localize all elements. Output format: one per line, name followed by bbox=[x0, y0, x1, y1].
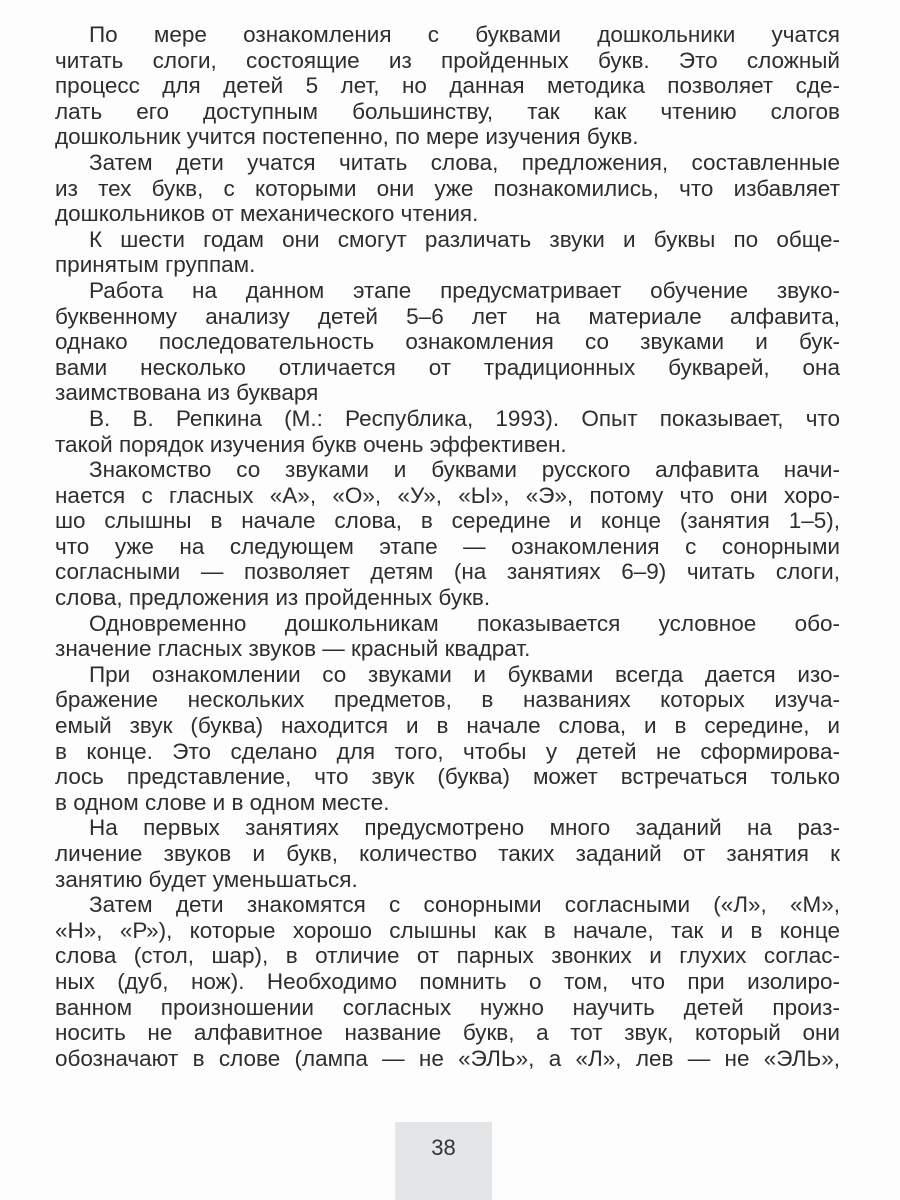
paragraph bbox=[55, 150, 840, 227]
text-line: слова (стол, шар), в отличие от парных звонких и глухих соглас- bbox=[55, 943, 840, 969]
text-line: личение звуков и букв, количество таких заданий от занятия к bbox=[55, 841, 840, 866]
text-line: Затем дети знакомятся с сонорными согласными («Л», «М», bbox=[89, 892, 840, 918]
text-line: занятию будет уменьшаться. bbox=[55, 866, 358, 892]
text-line: шо слышны в начале слова, в середине и конце (занятия 1–5), bbox=[55, 508, 840, 534]
text-line: читать слоги, состоящие из пройденных букв. Это сложный bbox=[55, 47, 840, 73]
text-line: обозначают в слове (лампа — не «ЭЛЬ», а «Л», лев — не «ЭЛЬ», bbox=[55, 1045, 840, 1071]
text-line: вами несколько отличается от традиционных букварей, она bbox=[55, 354, 840, 380]
text-line: «Н», «Р»), которые хорошо слышны как в начале, так и в конце bbox=[55, 917, 840, 943]
paragraph bbox=[55, 406, 840, 457]
text-line: Работа на данном этапе предусматривает обучение звуко- bbox=[89, 277, 840, 303]
text-line: бражение нескольких предметов, в названиях которых изуча- bbox=[55, 687, 840, 713]
text-line: однако последовательность ознакомления со звуками и бук- bbox=[55, 329, 840, 355]
text-line: носить не алфавитное название букв, а тот звук, который они bbox=[55, 1020, 840, 1046]
text-line: слова, предложения из пройденных букв. bbox=[55, 585, 491, 611]
text-line: буквенному анализу детей 5–6 лет на материале алфавита, bbox=[55, 303, 840, 329]
paragraph bbox=[55, 815, 840, 892]
body-text bbox=[55, 22, 840, 1071]
text-line: На первых занятиях предусмотрено много заданий на раз- bbox=[89, 815, 840, 841]
text-line: В. В. Репкина (М.: Республика, 1993). Опыт показывает, что bbox=[89, 405, 840, 431]
text-line: лать его доступным большинству, так как чтению слогов bbox=[55, 98, 840, 124]
paragraph bbox=[55, 278, 840, 406]
text-line: емый звук (буква) находится и в начале слова, и в середине, и bbox=[55, 713, 840, 739]
paragraph bbox=[55, 892, 840, 1071]
paragraph bbox=[55, 22, 840, 150]
text-line: ванном произношении согласных нужно научить детей произ- bbox=[55, 994, 840, 1020]
text-line: согласными — позволяет детям (на занятиях 6–9) читать слоги, bbox=[55, 559, 840, 585]
text-line: процесс для детей 5 лет, но данная методика позволяет сде- bbox=[55, 73, 840, 99]
text-line: заимствована из букваря bbox=[55, 380, 319, 406]
text-line: из тех букв, с которыми они уже познакомились, что избавляет bbox=[55, 175, 840, 201]
text-line: При ознакомлении со звуками и буквами всегда дается изо- bbox=[89, 661, 840, 687]
text-line: дошкольник учится постепенно, по мере изучения букв. bbox=[55, 124, 639, 150]
text-line: принятым группам. bbox=[55, 252, 256, 278]
text-line: К шести годам они смогут различать звуки и буквы по обще- bbox=[89, 226, 840, 252]
paragraph bbox=[55, 662, 840, 816]
text-line: в конце. Это сделано для того, чтобы у детей не сформирова- bbox=[55, 738, 840, 764]
paragraph bbox=[55, 227, 840, 278]
text-line: дошкольников от механического чтения. bbox=[55, 201, 479, 227]
page-number-box bbox=[395, 1122, 492, 1200]
text-line: Затем дети учатся читать слова, предложения, составленные bbox=[89, 149, 840, 175]
text-line: нается с гласных «А», «О», «У», «Ы», «Э», потому что они хоро- bbox=[55, 482, 840, 508]
text-line: По мере ознакомления с буквами дошкольники учатся bbox=[89, 22, 840, 47]
text-line: в одном слове и в одном месте. bbox=[55, 789, 390, 815]
text-line: ных (дуб, нож). Необходимо помнить о том, что при изолиро- bbox=[55, 968, 840, 994]
paragraph bbox=[55, 457, 840, 611]
paragraph bbox=[55, 611, 840, 662]
page-number: 38 bbox=[431, 1135, 456, 1160]
text-line: Одновременно дошкольникам показывается условное обо- bbox=[89, 610, 840, 636]
text-line: лось представление, что звук (буква) может встречаться только bbox=[55, 764, 840, 790]
text-line: значение гласных звуков — красный квадрат. bbox=[55, 636, 531, 662]
text-line: такой порядок изучения букв очень эффективен. bbox=[55, 431, 567, 457]
text-line: что уже на следующем этапе — ознакомления с сонорными bbox=[55, 533, 840, 559]
text-line: Знакомство со звуками и буквами русского алфавита начи- bbox=[89, 457, 840, 483]
